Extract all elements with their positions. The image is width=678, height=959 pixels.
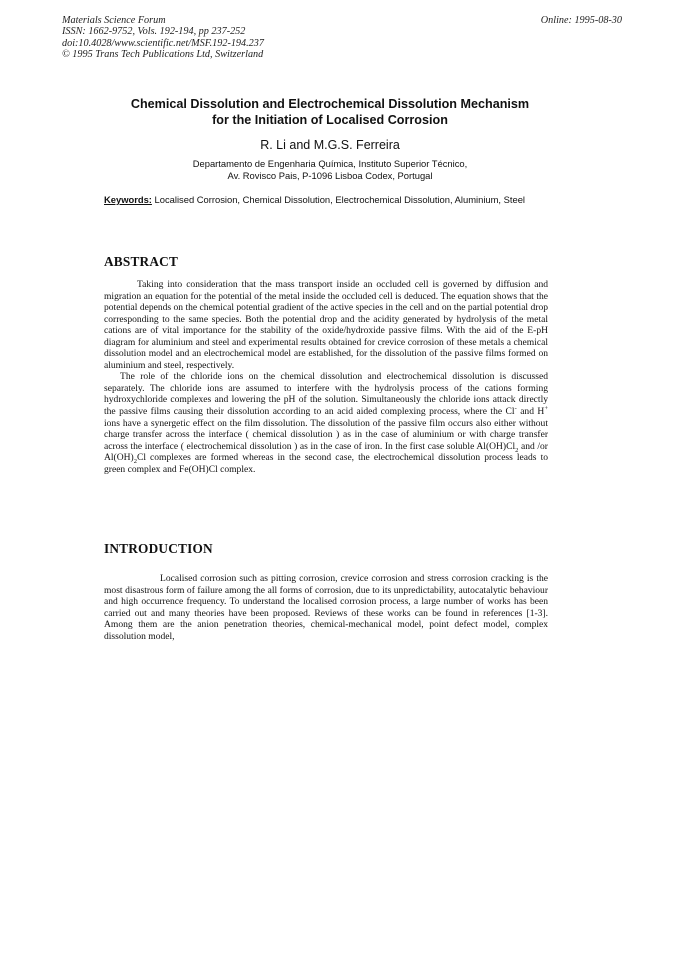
keywords-label: Keywords:: [104, 194, 152, 205]
journal-header: [62, 15, 622, 61]
abstract-p2-part-e: Cl complexes are formed whereas in the second case, the electrochemical dissolution process leads to green complex and Fe(OH)Cl complex.: [104, 452, 548, 475]
affiliation-line-2: Av. Rovisco Pais, P-1096 Lisboa Codex, Portugal: [227, 170, 433, 181]
doi-link[interactable]: doi:10.4028/www.scientific.net/MSF.192-194.237: [62, 37, 264, 49]
abstract-p2-part-d: and /or Al(OH): [104, 440, 548, 464]
abstract-p2-part-c: ions have a synergetic effect on the film dissolution. The dissolution of the passive film occurs also either without charge transfer across the interface ( chemical dissolution ) as in the case of aluminium or with charge transfer across the interface ( electrochemical dissolution ) as in the case of iron. In the first case soluble Al(OH)Cl: [104, 417, 548, 452]
title-line-2: for the Initiation of Localised Corrosion: [212, 112, 448, 127]
journal-name: Materials Science Forum: [62, 15, 166, 26]
abstract-heading: ABSTRACT: [104, 254, 179, 269]
abstract-body: [104, 279, 548, 475]
keywords-text: Localised Corrosion, Chemical Dissolution, Electrochemical Dissolution, Aluminium, Steel: [154, 194, 526, 205]
introduction-paragraph-1: Localised corrosion such as pitting corrosion, crevice corrosion and stress corrosion cracking is the most disastrous form of failure among the all forms of corrosion, due to its unpredictability, autocatalytic behaviour and high occurrence frequency. To understand the localised corrosion process, a large number of works has been carried out and many theories have been proposed. Reviews of these works can be found in references [1-3]. Among them are the anion penetration theories, chemical-mechanical model, point defect model, complex dissolution model,: [104, 573, 548, 642]
introduction-body: [104, 573, 548, 642]
affiliation-line-1: Departamento de Engenharia Química, Instituto Superior Técnico,: [192, 158, 468, 169]
abstract-paragraph-2: [104, 371, 548, 475]
title-line-1: Chemical Dissolution and Electrochemical Dissolution Mechanism: [130, 97, 530, 111]
online-date: Online: 1995-08-30: [540, 15, 622, 26]
affiliation: [90, 158, 570, 182]
issn-line: ISSN: 1662-9752, Vols. 192-194, pp 237-252: [62, 26, 246, 38]
subscript-2: 2: [133, 458, 137, 466]
abstract-p2-part-b: and H: [516, 406, 545, 418]
copyright-line: © 1995 Trans Tech Publications Ltd, Switzerland: [62, 49, 264, 61]
introduction-heading: INTRODUCTION: [104, 541, 213, 556]
subscript-1: 2: [515, 446, 519, 454]
keywords: [104, 194, 564, 206]
paper-title: [90, 97, 570, 128]
authors: R. Li and M.G.S. Ferreira: [260, 138, 400, 152]
hydrogen-charge: +: [544, 404, 548, 412]
abstract-paragraph-1: Taking into consideration that the mass transport inside an occluded cell is governed by diffusion and migration an equation for the potential of the metal inside the occluded cell is deduced. The equation shows that the potential depends on the chemical potential gradient of the active species in the cell and on the partial potential drop corresponding to the same species. Both the potential drop and the acidity generated by hydrolysis of the metal cations are of vital importance for the stability of the oxide/hydroxide passive films. With the aid of the E-pH diagram for aluminium and steel and experimental results obtained for crevice corrosion of these metals a chemical dissolution model and an electrochemical model are established, for the dissolution of the passive films formed on aluminium and steel, respectively.: [104, 279, 548, 371]
abstract-p2-part-a: The role of the chloride ions on the chemical dissolution and electrochemical dissolution is discussed separately. The chloride ions are assumed to interfere with the hydrolysis process of the cations forming hydroxychloride complexes and lowering the pH of the solution. Simultaneously the chloride ions attack directly the passive films causing their dissolution according to an acid aided complexing process, where the Cl: [104, 371, 548, 418]
chloride-charge: -: [514, 404, 517, 412]
